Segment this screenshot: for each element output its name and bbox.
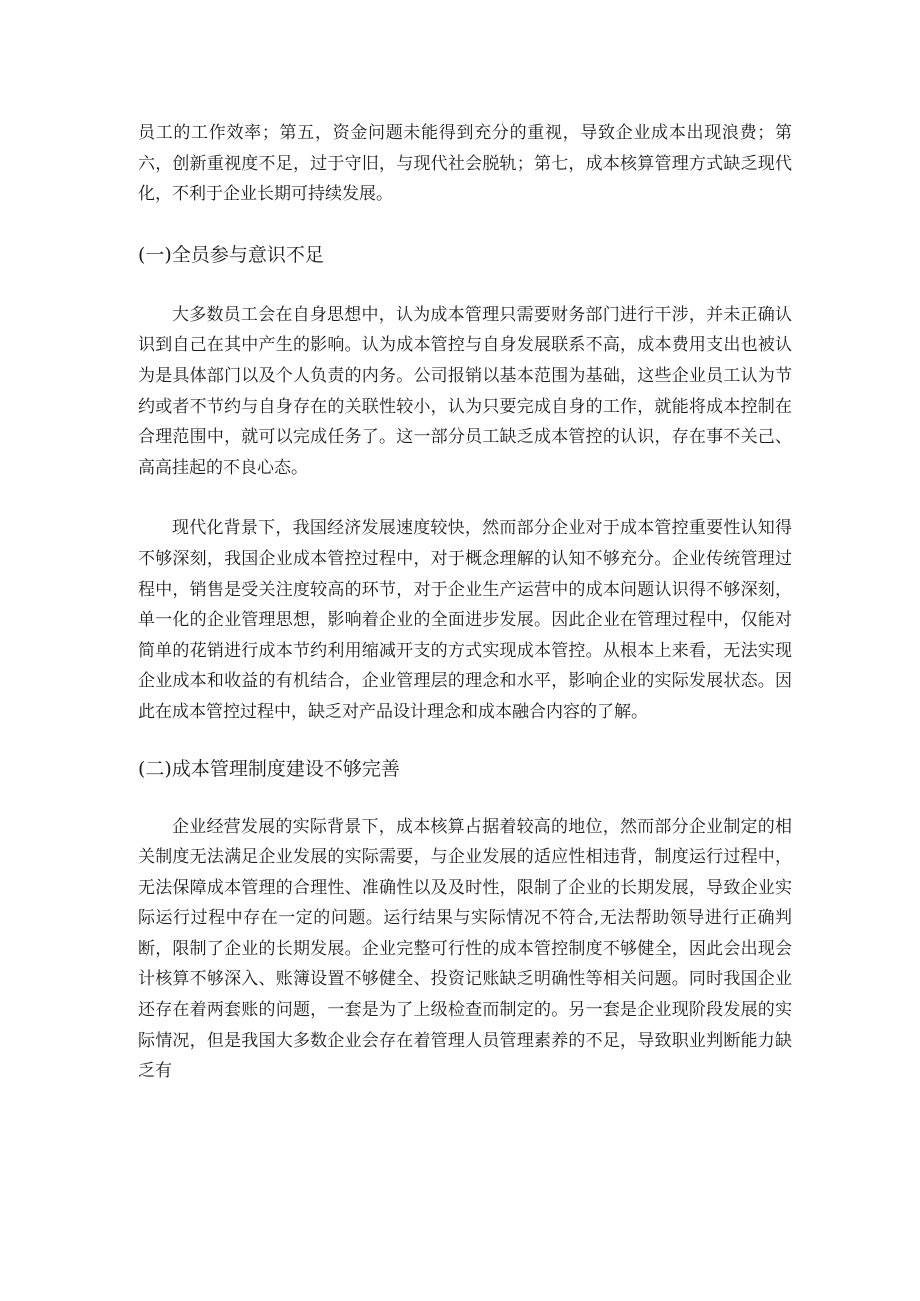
intro-paragraph: 员工的工作效率；第五，资金问题未能得到充分的重视，导致企业成本出现浪费；第六，创新重视度不足，过于守旧，与现代社会脱轨；第七，成本核算管理方式缺乏现代化，不利于企业长期可持续发展。: [138, 123, 792, 205]
section-1-paragraph-2: 现代化背景下，我国经济发展速度较快，然而部分企业对于成本管控重要性认知得不够深刻，我国企业成本管控过程中，对于概念理解的认知不够充分。企业传统管理过程中，销售是受关注度较高的环节，对于企业生产运营中的成本问题认识得不够深刻，单一化的企业管理思想，影响着企业的全面进步发展。因此企业在管理过程中，仅能对简单的花销进行成本节约利用缩减开支的方式实现成本管控。从根本上来看，无法实现企业成本和收益的有机结合，企业管理层的理念和水平，影响企业的实际发展状态。因此在成本管控过程中，缺乏对产品设计理念和成本融合内容的了解。: [138, 518, 792, 722]
section-heading-2: (二)成本管理制度建设不够完善: [138, 757, 400, 780]
section-1-paragraph-1: 大多数员工会在自身思想中，认为成本管理只需要财务部门进行干涉，并未正确认识到自己在其中产生的影响。认为成本管控与自身发展联系不高，成本费用支出也被认为是具体部门以及个人负责的内务。公司报销以基本范围为基础，这些企业员工认为节约或者不节约与自身存在的关联性较小，认为只要完成自身的工作，就能将成本控制在合理范围中，就可以完成任务了。这一部分员工缺乏成本管控的认识，存在事不关己、高高挂起的不良心态。: [138, 304, 792, 478]
section-heading-1: (一)全员参与意识不足: [138, 243, 324, 266]
section-2-paragraph-1: 企业经营发展的实际背景下，成本核算占据着较高的地位，然而部分企业制定的相关制度无法满足企业发展的实际需要，与企业发展的适应性相违背，制度运行过程中，无法保障成本管理的合理性、准确性以及及时性，限制了企业的长期发展，导致企业实际运行过程中存在一定的问题。运行结果与实际情况不符合,无法帮助领导进行正确判断，限制了企业的长期发展。企业完整可行性的成本管控制度不够健全，因此会出现会计核算不够深入、账簿设置不够健全、投资记账缺乏明确性等相关问题。同时我国企业还存在着两套账的问题，一套是为了上级检查而制定的。另一套是企业现阶段发展的实际情况，但是我国大多数企业会存在着管理人员管理素养的不足，导致职业判断能力缺乏有: [138, 816, 792, 1082]
